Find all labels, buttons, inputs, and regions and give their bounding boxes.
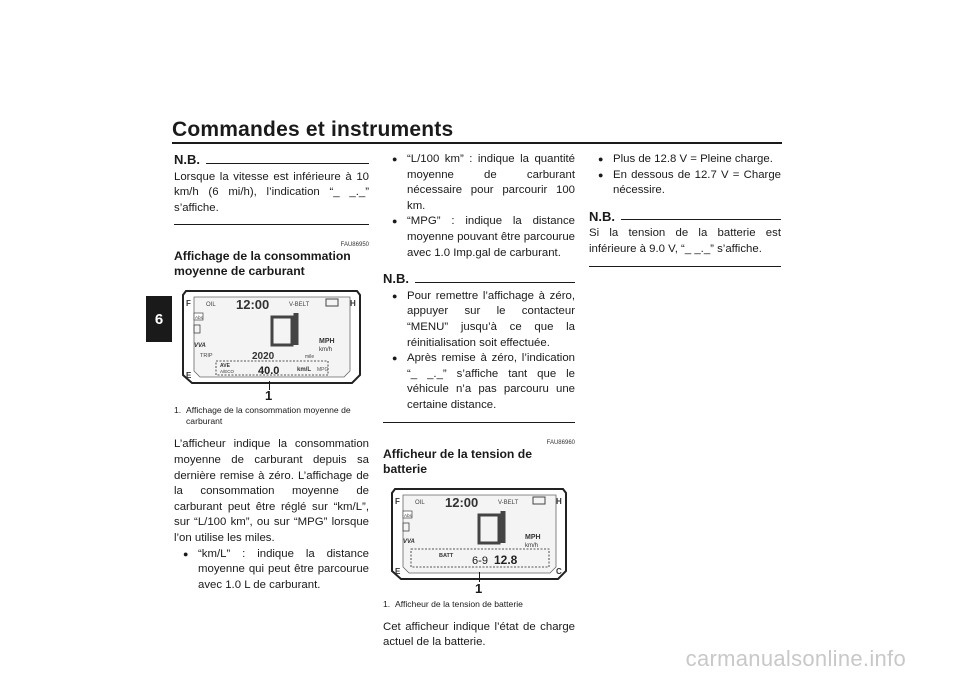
fuel-full-label: F — [395, 496, 400, 506]
clock-display: 12:00 — [236, 297, 270, 313]
abs-label: Abs — [195, 315, 203, 321]
kmh-label: km/h — [525, 542, 539, 549]
aveodo-label: A/ECO — [220, 369, 235, 375]
body-paragraph: L’afficheur indique la consommation moyenne de carburant depuis sa dernière remise à zéro. L’affichage de la consommation moyenne de carburant peut être réglé sur “km/L”, sur “L/100 km”, ou sur “MPG” lorsque l’on utilise les miles. — [174, 438, 369, 544]
column-1 — [174, 152, 369, 593]
oil-label: OIL — [415, 499, 425, 506]
header-rule — [172, 142, 782, 144]
figure-caption: 1. Afficheur de la tension de batterie — [383, 598, 523, 609]
list-item: ● Après remise à zéro, l’indication “_ _._” s’affiche tant que le véhicule n’a pas parcouru une certaine distance. — [383, 351, 575, 413]
mph-label: MPH — [319, 338, 335, 346]
vbelt-label: V-BELT — [498, 499, 519, 506]
fuel-empty-label: E — [186, 371, 192, 381]
bullet-list — [589, 152, 781, 199]
temp-hot-label: H — [556, 496, 562, 506]
battery-voltage-value: 12.8 — [494, 552, 518, 567]
mpg-label: MPG — [317, 367, 329, 374]
nb-end-rule — [589, 266, 781, 267]
column-2 — [383, 152, 575, 651]
list-item: ● “km/L” : indique la distance moyenne qui peut être parcourue avec 1.0 L de carburant. — [174, 547, 369, 594]
vbelt-label: V-BELT — [289, 302, 310, 309]
kml-label: km/L — [297, 367, 312, 374]
section-title: Afficheur de la tension de batterie — [383, 446, 532, 476]
nb-heading — [589, 209, 781, 225]
oil-label: OIL — [206, 302, 216, 309]
lcd-panel-illustration — [174, 285, 369, 387]
list-item: ● “L/100 km” : indique la quantité moyenne de carburant nécessaire pour parcourir 100 km. — [383, 152, 575, 214]
page-number: 6-9 — [472, 555, 488, 567]
body-paragraph: Cet afficheur indique l’état de charge actuel de la batterie. — [383, 620, 575, 649]
nb-end-rule — [174, 224, 369, 225]
nb-heading — [174, 152, 369, 168]
ave-label: AVE — [220, 363, 230, 370]
page-title: Commandes et instruments — [172, 118, 454, 141]
list-item: ● “MPG” : indique la distance moyenne pouvant être parcourue avec 1.0 Imp.gal de carburant. — [383, 214, 575, 261]
nb-text: Si la tension de la batterie est inférieure à 9.0 V, “_ _._” s’affiche. — [589, 227, 781, 255]
section-title: Affichage de la consommation moyenne de carburant — [174, 249, 351, 279]
watermark: carmanualsonline.info — [685, 646, 906, 671]
battery-display-figure — [383, 485, 575, 599]
column-3 — [589, 152, 781, 267]
nb-text: Lorsque la vitesse est inférieure à 10 km/h (6 mi/h), l’indication “_ _._” s’affiche. — [174, 170, 369, 214]
callout-number: 1 — [475, 580, 483, 596]
list-item: ● En dessous de 12.7 V = Charge nécessire. — [589, 168, 781, 199]
section-code: FAU86950 — [340, 242, 369, 249]
nb-heading — [383, 271, 575, 287]
vva-label: VVA — [403, 538, 415, 545]
abs-label: Abs — [404, 512, 412, 518]
nb-end-rule — [383, 422, 575, 423]
nb-bullet-list — [383, 289, 575, 414]
lcd-panel-illustration — [383, 485, 575, 583]
odometer-display: 2020 — [252, 351, 275, 363]
trip-label: TRIP — [200, 353, 213, 360]
fuel-display-figure — [174, 285, 369, 405]
temp-hot-label: H — [350, 299, 356, 309]
section-code: FAU86960 — [546, 439, 575, 446]
nb-label: N.B. — [589, 208, 615, 224]
batt-label: BATT — [439, 552, 454, 559]
mph-label: MPH — [525, 533, 541, 541]
vva-label: VVA — [194, 343, 206, 350]
fuel-full-label: F — [186, 299, 191, 309]
fuel-consumption-value: 40.0 — [258, 365, 280, 378]
nb-label: N.B. — [174, 152, 200, 167]
nb-label: N.B. — [383, 271, 409, 287]
list-item: ● Plus de 12.8 V = Pleine charge. — [589, 152, 781, 168]
list-item: ● Pour remettre l’affichage à zéro, appuyer sur le contacteur “MENU” jusqu’à ce que la réinitialisation soit effectuée. — [383, 289, 575, 351]
clock-display: 12:00 — [445, 494, 479, 510]
bullet-list — [383, 152, 575, 261]
temp-cold-label: C — [556, 566, 562, 576]
kmh-label: km/h — [319, 347, 333, 354]
fuel-empty-label: E — [395, 566, 401, 576]
callout-number: 1 — [265, 388, 273, 404]
chapter-tab: 6 — [146, 296, 172, 342]
mile-label: mile — [305, 354, 315, 361]
bullet-list — [174, 547, 369, 594]
figure-caption: 1. Affichage de la consommation moyenne de carburant — [174, 405, 351, 427]
